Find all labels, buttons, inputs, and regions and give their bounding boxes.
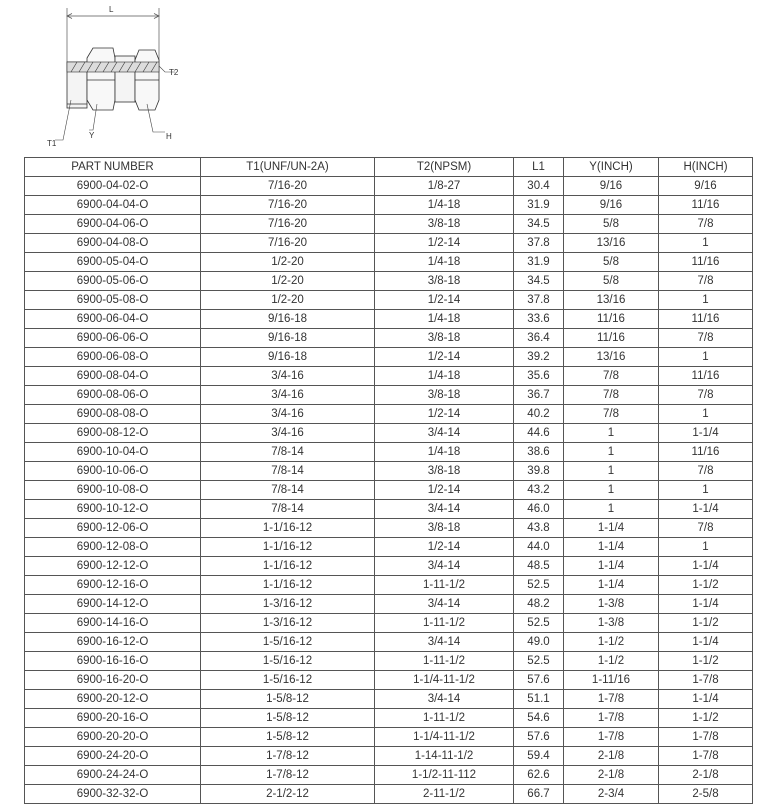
table-row <box>25 633 753 652</box>
t1-cell: 2-1/2-12 <box>201 785 375 804</box>
part-number-cell: 6900-10-08-O <box>25 481 201 500</box>
table-row <box>25 614 753 633</box>
table-row <box>25 367 753 386</box>
t1-cell: 7/8-14 <box>201 443 375 462</box>
h-cell: 2-5/8 <box>659 785 753 804</box>
h-label: H <box>166 132 172 141</box>
y-cell: 2-1/8 <box>564 747 659 766</box>
table-row <box>25 329 753 348</box>
t2-cell: 1-11-1/2 <box>375 709 514 728</box>
t2-cell: 3/4-14 <box>375 424 514 443</box>
table-row <box>25 709 753 728</box>
section-hatch <box>67 62 159 72</box>
y-cell: 1 <box>564 462 659 481</box>
part-number-cell: 6900-10-12-O <box>25 500 201 519</box>
l1-cell: 35.6 <box>514 367 564 386</box>
part-number-cell: 6900-20-20-O <box>25 728 201 747</box>
table-row <box>25 234 753 253</box>
h-cell: 1-7/8 <box>659 747 753 766</box>
y-cell: 7/8 <box>564 405 659 424</box>
l1-cell: 49.0 <box>514 633 564 652</box>
part-number-cell: 6900-05-04-O <box>25 253 201 272</box>
part-number-cell: 6900-16-16-O <box>25 652 201 671</box>
t1-cell: 9/16-18 <box>201 348 375 367</box>
t1-cell: 1-3/16-12 <box>201 614 375 633</box>
t2-cell: 1-11-1/2 <box>375 614 514 633</box>
t1-cell: 1-5/8-12 <box>201 690 375 709</box>
table-row <box>25 405 753 424</box>
fitting-technical-drawing <box>35 0 195 155</box>
t2-cell: 3/8-18 <box>375 386 514 405</box>
t2-cell: 3/8-18 <box>375 519 514 538</box>
table-row <box>25 462 753 481</box>
h-cell: 7/8 <box>659 272 753 291</box>
table-row <box>25 671 753 690</box>
t1-cell: 3/4-16 <box>201 424 375 443</box>
t1-cell: 9/16-18 <box>201 310 375 329</box>
h-cell: 11/16 <box>659 196 753 215</box>
t2-cell: 1-1/4-11-1/2 <box>375 728 514 747</box>
header-t1: T1(UNF/UN-2A) <box>201 158 375 177</box>
table-header <box>25 158 753 177</box>
part-number-cell: 6900-14-16-O <box>25 614 201 633</box>
header-h: H(INCH) <box>659 158 753 177</box>
part-number-cell: 6900-08-12-O <box>25 424 201 443</box>
h-cell: 7/8 <box>659 329 753 348</box>
h-cell: 1-1/4 <box>659 557 753 576</box>
l1-cell: 52.5 <box>514 614 564 633</box>
t1-label: T1 <box>47 139 57 148</box>
y-cell: 1-7/8 <box>564 690 659 709</box>
t2-cell: 1/4-18 <box>375 196 514 215</box>
table-row <box>25 728 753 747</box>
t2-label: T2 <box>169 68 179 77</box>
t2-cell: 1-11-1/2 <box>375 652 514 671</box>
h-cell: 7/8 <box>659 215 753 234</box>
y-cell: 7/8 <box>564 367 659 386</box>
h-cell: 1-1/4 <box>659 424 753 443</box>
t2-cell: 3/4-14 <box>375 633 514 652</box>
l1-cell: 51.1 <box>514 690 564 709</box>
t2-cell: 3/8-18 <box>375 462 514 481</box>
t2-cell: 1/8-27 <box>375 177 514 196</box>
h-cell: 1-7/8 <box>659 728 753 747</box>
y-cell: 11/16 <box>564 329 659 348</box>
table-row <box>25 481 753 500</box>
h-cell: 1 <box>659 291 753 310</box>
h-cell: 11/16 <box>659 367 753 386</box>
t2-cell: 1/2-14 <box>375 234 514 253</box>
h-cell: 1-1/4 <box>659 500 753 519</box>
t1-cell: 3/4-16 <box>201 386 375 405</box>
t1-cell: 3/4-16 <box>201 367 375 386</box>
y-cell: 1-1/4 <box>564 519 659 538</box>
y-cell: 5/8 <box>564 215 659 234</box>
y-label: Y <box>89 131 95 140</box>
y-cell: 13/16 <box>564 291 659 310</box>
t2-cell: 1/2-14 <box>375 405 514 424</box>
part-number-cell: 6900-08-06-O <box>25 386 201 405</box>
l1-cell: 52.5 <box>514 652 564 671</box>
t1-cell: 1/2-20 <box>201 253 375 272</box>
length-label: L <box>109 5 114 14</box>
y-cell: 1-1/4 <box>564 538 659 557</box>
y-cell: 1 <box>564 481 659 500</box>
t1-cell: 7/16-20 <box>201 177 375 196</box>
table-row <box>25 747 753 766</box>
part-number-cell: 6900-05-08-O <box>25 291 201 310</box>
header-t2: T2(NPSM) <box>375 158 514 177</box>
h-cell: 1-1/4 <box>659 690 753 709</box>
t1-cell: 1/2-20 <box>201 272 375 291</box>
h-cell: 1 <box>659 348 753 367</box>
l1-cell: 62.6 <box>514 766 564 785</box>
y-cell: 1 <box>564 443 659 462</box>
t1-cell: 7/16-20 <box>201 215 375 234</box>
t2-cell: 3/4-14 <box>375 557 514 576</box>
h-cell: 1-1/2 <box>659 709 753 728</box>
part-number-cell: 6900-06-06-O <box>25 329 201 348</box>
part-number-cell: 6900-16-20-O <box>25 671 201 690</box>
t2-cell: 1/4-18 <box>375 443 514 462</box>
h-cell: 11/16 <box>659 253 753 272</box>
l1-cell: 31.9 <box>514 253 564 272</box>
h-cell: 1-1/2 <box>659 614 753 633</box>
y-cell: 1-1/4 <box>564 576 659 595</box>
header-row <box>25 158 753 177</box>
part-number-cell: 6900-10-06-O <box>25 462 201 481</box>
l1-cell: 38.6 <box>514 443 564 462</box>
t1-cell: 1-1/16-12 <box>201 576 375 595</box>
y-cell: 1-7/8 <box>564 728 659 747</box>
y-cell: 5/8 <box>564 272 659 291</box>
fitting-body <box>67 48 159 110</box>
t2-cell: 1-11-1/2 <box>375 576 514 595</box>
y-cell: 1 <box>564 500 659 519</box>
l1-cell: 59.4 <box>514 747 564 766</box>
y-cell: 1-3/8 <box>564 595 659 614</box>
l1-cell: 39.2 <box>514 348 564 367</box>
y-cell: 2-1/8 <box>564 766 659 785</box>
y-cell: 1-11/16 <box>564 671 659 690</box>
t2-cell: 2-11-1/2 <box>375 785 514 804</box>
t2-cell: 3/8-18 <box>375 272 514 291</box>
header-part-number: PART NUMBER <box>25 158 201 177</box>
h-cell: 1 <box>659 538 753 557</box>
t1-cell: 1-7/8-12 <box>201 766 375 785</box>
y-cell: 11/16 <box>564 310 659 329</box>
part-number-cell: 6900-12-08-O <box>25 538 201 557</box>
l1-cell: 44.6 <box>514 424 564 443</box>
t1-cell: 3/4-16 <box>201 405 375 424</box>
y-cell: 1-7/8 <box>564 709 659 728</box>
part-number-cell: 6900-12-12-O <box>25 557 201 576</box>
l1-cell: 37.8 <box>514 234 564 253</box>
l1-cell: 48.5 <box>514 557 564 576</box>
t1-cell: 1-5/8-12 <box>201 709 375 728</box>
l1-cell: 37.8 <box>514 291 564 310</box>
part-number-cell: 6900-14-12-O <box>25 595 201 614</box>
h-cell: 9/16 <box>659 177 753 196</box>
y-cell: 7/8 <box>564 386 659 405</box>
table-row <box>25 576 753 595</box>
h-cell: 7/8 <box>659 519 753 538</box>
part-number-cell: 6900-20-12-O <box>25 690 201 709</box>
l1-cell: 48.2 <box>514 595 564 614</box>
t1-cell: 7/16-20 <box>201 196 375 215</box>
part-number-cell: 6900-08-08-O <box>25 405 201 424</box>
h-cell: 11/16 <box>659 310 753 329</box>
t1-cell: 7/8-14 <box>201 462 375 481</box>
t2-cell: 1/2-14 <box>375 291 514 310</box>
part-number-cell: 6900-12-06-O <box>25 519 201 538</box>
t1-cell: 1-5/16-12 <box>201 671 375 690</box>
t2-cell: 3/8-18 <box>375 329 514 348</box>
table-row <box>25 291 753 310</box>
t1-cell: 7/16-20 <box>201 234 375 253</box>
t1-cell: 1-5/8-12 <box>201 728 375 747</box>
t2-cell: 1/4-18 <box>375 253 514 272</box>
h-cell: 7/8 <box>659 386 753 405</box>
table-row <box>25 519 753 538</box>
t1-cell: 7/8-14 <box>201 500 375 519</box>
table-body <box>25 177 753 804</box>
y-cell: 2-3/4 <box>564 785 659 804</box>
header-l1: L1 <box>514 158 564 177</box>
l1-cell: 39.8 <box>514 462 564 481</box>
t2-cell: 3/8-18 <box>375 215 514 234</box>
t1-cell: 1-7/8-12 <box>201 747 375 766</box>
l1-cell: 54.6 <box>514 709 564 728</box>
l1-cell: 66.7 <box>514 785 564 804</box>
h-cell: 1-1/2 <box>659 652 753 671</box>
l1-cell: 43.2 <box>514 481 564 500</box>
table-row <box>25 424 753 443</box>
l1-cell: 36.4 <box>514 329 564 348</box>
t1-cell: 7/8-14 <box>201 481 375 500</box>
table-row <box>25 272 753 291</box>
l1-cell: 52.5 <box>514 576 564 595</box>
t2-cell: 3/4-14 <box>375 595 514 614</box>
part-number-cell: 6900-08-04-O <box>25 367 201 386</box>
t1-cell: 9/16-18 <box>201 329 375 348</box>
l1-cell: 44.0 <box>514 538 564 557</box>
table-row <box>25 690 753 709</box>
h-cell: 1-1/2 <box>659 576 753 595</box>
t2-cell: 1/2-14 <box>375 538 514 557</box>
part-number-cell: 6900-06-04-O <box>25 310 201 329</box>
table-row <box>25 348 753 367</box>
l1-cell: 33.6 <box>514 310 564 329</box>
table-row <box>25 500 753 519</box>
t2-cell: 1/2-14 <box>375 348 514 367</box>
t2-cell: 3/4-14 <box>375 500 514 519</box>
header-y: Y(INCH) <box>564 158 659 177</box>
table-row <box>25 386 753 405</box>
table-row <box>25 652 753 671</box>
t2-cell: 1-1/2-11-112 <box>375 766 514 785</box>
part-spec-table <box>24 157 753 804</box>
t1-cell: 1/2-20 <box>201 291 375 310</box>
h-cell: 1 <box>659 234 753 253</box>
y-cell: 5/8 <box>564 253 659 272</box>
h-cell: 11/16 <box>659 443 753 462</box>
table-row <box>25 253 753 272</box>
table-row <box>25 595 753 614</box>
y-cell: 1-1/2 <box>564 633 659 652</box>
part-number-cell: 6900-06-08-O <box>25 348 201 367</box>
t1-cell: 1-5/16-12 <box>201 633 375 652</box>
table-row <box>25 766 753 785</box>
table-row <box>25 310 753 329</box>
part-number-cell: 6900-04-06-O <box>25 215 201 234</box>
table-row <box>25 196 753 215</box>
l1-cell: 36.7 <box>514 386 564 405</box>
h-cell: 1 <box>659 481 753 500</box>
part-number-cell: 6900-12-16-O <box>25 576 201 595</box>
part-number-cell: 6900-16-12-O <box>25 633 201 652</box>
t2-cell: 3/4-14 <box>375 690 514 709</box>
part-number-cell: 6900-32-32-O <box>25 785 201 804</box>
table-row <box>25 538 753 557</box>
y-cell: 1-1/2 <box>564 652 659 671</box>
part-number-cell: 6900-05-06-O <box>25 272 201 291</box>
table-row <box>25 215 753 234</box>
l1-cell: 34.5 <box>514 272 564 291</box>
h-cell: 2-1/8 <box>659 766 753 785</box>
h-cell: 1-7/8 <box>659 671 753 690</box>
l1-cell: 31.9 <box>514 196 564 215</box>
l1-cell: 46.0 <box>514 500 564 519</box>
t2-cell: 1/2-14 <box>375 481 514 500</box>
part-number-cell: 6900-24-24-O <box>25 766 201 785</box>
l1-cell: 43.8 <box>514 519 564 538</box>
l1-cell: 34.5 <box>514 215 564 234</box>
t2-cell: 1/4-18 <box>375 367 514 386</box>
table-row <box>25 557 753 576</box>
h-cell: 1-1/4 <box>659 633 753 652</box>
table-row <box>25 785 753 804</box>
t1-cell: 1-1/16-12 <box>201 538 375 557</box>
y-cell: 9/16 <box>564 196 659 215</box>
part-number-cell: 6900-20-16-O <box>25 709 201 728</box>
t2-cell: 1-14-11-1/2 <box>375 747 514 766</box>
part-number-cell: 6900-10-04-O <box>25 443 201 462</box>
y-cell: 13/16 <box>564 348 659 367</box>
part-number-cell: 6900-04-02-O <box>25 177 201 196</box>
l1-cell: 57.6 <box>514 728 564 747</box>
t1-cell: 1-5/16-12 <box>201 652 375 671</box>
t2-cell: 1-1/4-11-1/2 <box>375 671 514 690</box>
t1-cell: 1-1/16-12 <box>201 557 375 576</box>
h-cell: 1-1/4 <box>659 595 753 614</box>
y-cell: 1 <box>564 424 659 443</box>
l1-cell: 30.4 <box>514 177 564 196</box>
part-number-cell: 6900-04-04-O <box>25 196 201 215</box>
t2-cell: 1/4-18 <box>375 310 514 329</box>
h-cell: 1 <box>659 405 753 424</box>
y-cell: 1-1/4 <box>564 557 659 576</box>
part-number-cell: 6900-04-08-O <box>25 234 201 253</box>
y-cell: 9/16 <box>564 177 659 196</box>
l1-cell: 40.2 <box>514 405 564 424</box>
part-number-cell: 6900-24-20-O <box>25 747 201 766</box>
t1-cell: 1-3/16-12 <box>201 595 375 614</box>
h-cell: 7/8 <box>659 462 753 481</box>
t1-cell: 1-1/16-12 <box>201 519 375 538</box>
table-row <box>25 443 753 462</box>
y-cell: 1-3/8 <box>564 614 659 633</box>
table-row <box>25 177 753 196</box>
l1-cell: 57.6 <box>514 671 564 690</box>
y-cell: 13/16 <box>564 234 659 253</box>
